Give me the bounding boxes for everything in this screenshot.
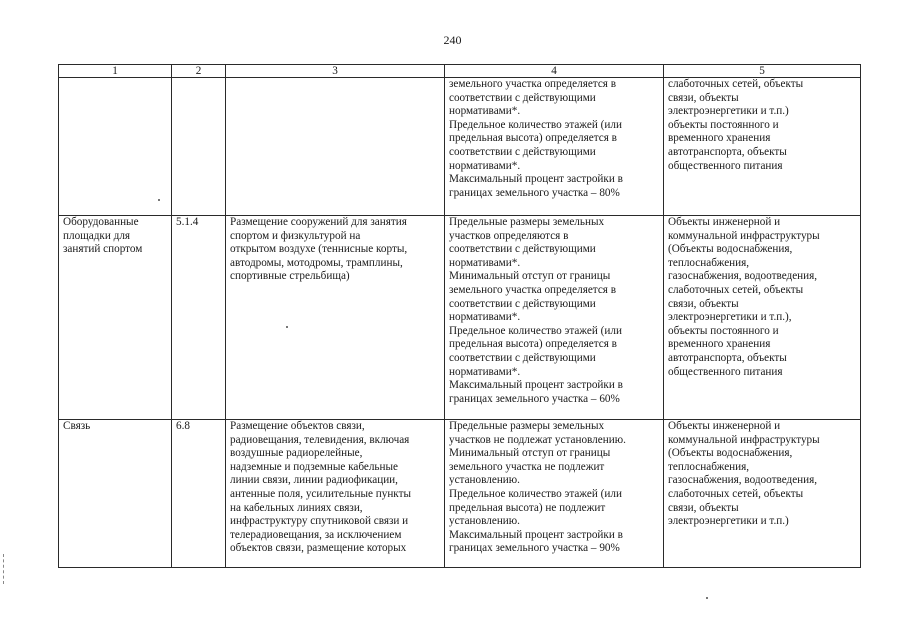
page-number: 240 — [443, 33, 462, 47]
row-description-cell — [226, 78, 445, 216]
row-code-cell — [172, 78, 226, 216]
scan-speck — [158, 199, 160, 201]
table-row — [59, 78, 861, 216]
row-name-cell: Связь — [59, 420, 172, 568]
row-name-cell: Оборудованные площадки для занятий спортом — [59, 216, 172, 420]
row-accessory-objects-cell: слаботочных сетей, объекты связи, объекты электроэнергетики и т.п.) объекты постоянного и временного хранения автотранспорта, объекты общественного питания — [664, 78, 861, 216]
row-parameters-cell: Предельные размеры земельных участков определяются в соответствии с действующими нормативами*. Минимальный отступ от границы земельного участка определяется в соответствии с действующими нормативами*. Предельное количество этажей (или предельная высота) определяется в соответствии с действующими нормативами*. Максимальный процент застройки в границах земельного участка – 60% — [445, 216, 664, 420]
row-parameters-cell: земельного участка определяется в соответствии с действующими нормативами*. Предельное количество этажей (или предельная высота) определяется в соответствии с действующими нормативами*. Максимальный процент застройки в границах земельного участка – 80% — [445, 78, 664, 216]
land-use-table — [58, 64, 861, 568]
scan-speck — [706, 597, 708, 599]
row-parameters-cell: Предельные размеры земельных участков не подлежат установлению. Минимальный отступ от границы земельного участка не подлежит установлению. Предельное количество этажей (или предельная высота) не подлежит установлению. Максимальный процент застройки в границах земельного участка – 90% — [445, 420, 664, 568]
row-description-cell: Размещение сооружений для занятия спортом и физкультурой на открытом воздухе (теннисные корты, автодромы, мотодромы, трамплины, спортивные стрельбища) — [226, 216, 445, 420]
table-row — [59, 216, 861, 420]
row-accessory-objects-cell: Объекты инженерной и коммунальной инфраструктуры (Объекты водоснабжения, теплоснабжения, газоснабжения, водоотведения, слаботочных сетей, объекты связи, объекты электроэнергетики и т.п.), объекты постоянного и временного хранения автотранспорта, объекты общественного питания — [664, 216, 861, 420]
scan-margin-mark — [3, 554, 6, 584]
column-header-4: 4 — [445, 65, 664, 78]
column-header-3: 3 — [226, 65, 445, 78]
scan-speck — [286, 326, 288, 328]
row-name-cell — [59, 78, 172, 216]
column-header-5: 5 — [664, 65, 861, 78]
row-accessory-objects-cell: Объекты инженерной и коммунальной инфраструктуры (Объекты водоснабжения, теплоснабжения, газоснабжения, водоотведения, слаботочных сетей, объекты связи, объекты электроэнергетики и т.п.) — [664, 420, 861, 568]
table-header-row — [59, 65, 861, 78]
row-code-cell: 5.1.4 — [172, 216, 226, 420]
column-header-1: 1 — [59, 65, 172, 78]
table-row — [59, 420, 861, 568]
column-header-2: 2 — [172, 65, 226, 78]
row-description-cell: Размещение объектов связи, радиовещания, телевидения, включая воздушные радиорелейные, надземные и подземные кабельные линии связи, линии радиофикации, антенные поля, усилительные пункты на кабельных линиях связи, инфраструктуру спутниковой связи и телерадиовещания, за исключением объектов связи, размещение которых — [226, 420, 445, 568]
row-code-cell: 6.8 — [172, 420, 226, 568]
